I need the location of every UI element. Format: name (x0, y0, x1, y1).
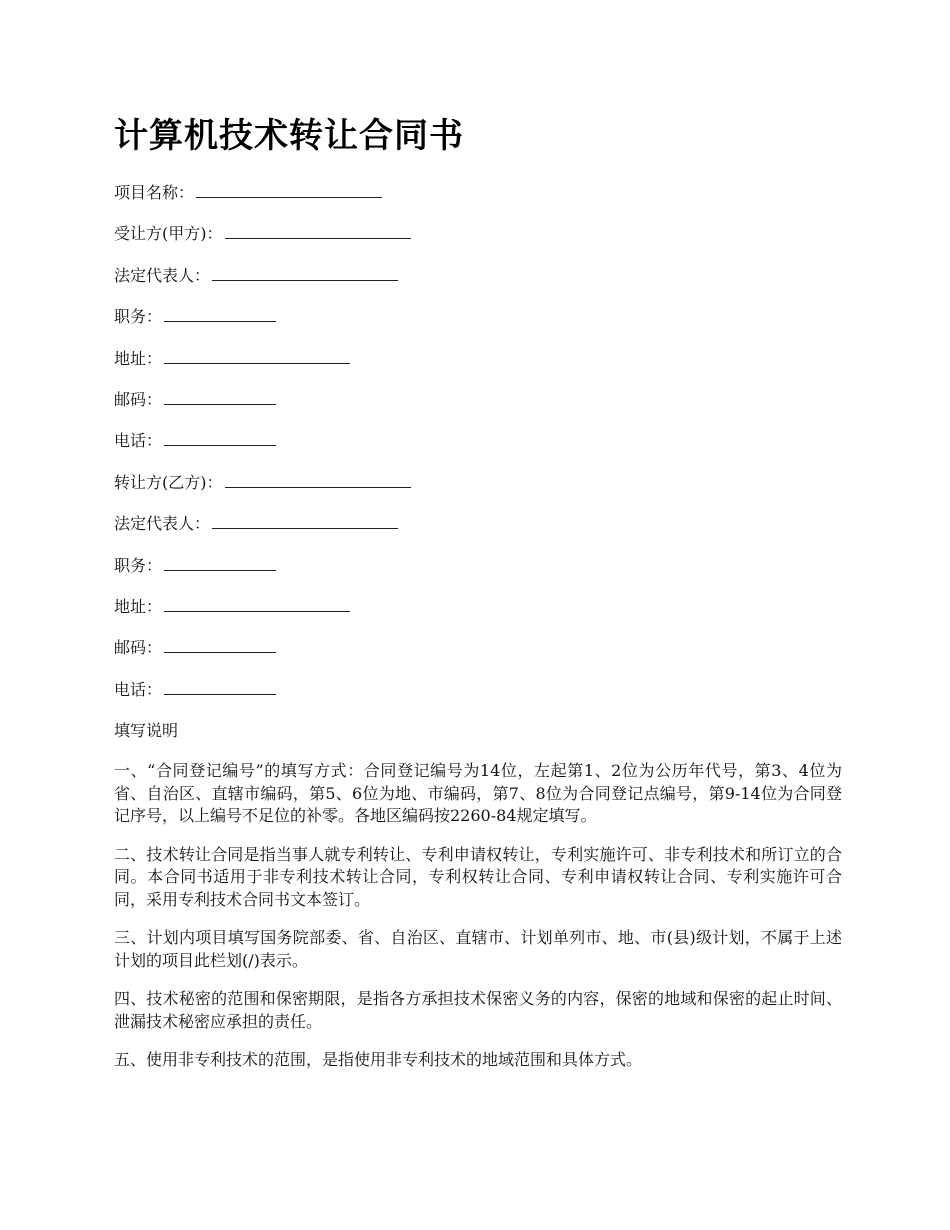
field-postcode-b (114, 637, 844, 659)
field-postcode-a (114, 389, 844, 411)
field-position-b (114, 555, 844, 577)
field-project-name (114, 182, 844, 204)
field-label: 职务： (114, 307, 163, 327)
blank-line[interactable] (164, 430, 276, 446)
blank-line[interactable] (164, 637, 276, 653)
field-legal-rep-b (114, 513, 844, 535)
instruction-paragraph: 三、计划内项目填写国务院部委、省、自治区、直辖市、计划单列市、地、市(县)级计划，不属于上述计划的项目此栏划(/)表示。 (114, 928, 842, 970)
party-fields (114, 182, 844, 701)
blank-line[interactable] (164, 348, 350, 364)
field-label: 电话： (114, 679, 163, 699)
field-label: 地址： (114, 348, 163, 368)
field-label: 电话： (114, 431, 163, 451)
field-address-a (114, 348, 844, 370)
field-label: 转让方(乙方)： (114, 472, 223, 492)
field-label: 法定代表人： (114, 265, 211, 285)
blank-line[interactable] (164, 306, 276, 322)
blank-line[interactable] (196, 182, 382, 198)
blank-line[interactable] (164, 389, 276, 405)
blank-line[interactable] (225, 223, 411, 239)
field-label: 法定代表人： (114, 514, 211, 534)
instruction-paragraph: 四、技术秘密的范围和保密期限，是指各方承担技术保密义务的内容，保密的地域和保密的起止时间、泄漏技术秘密应承担的责任。 (114, 989, 842, 1031)
field-label: 邮码： (114, 638, 163, 658)
field-label: 邮码： (114, 389, 163, 409)
instruction-paragraph: 五、使用非专利技术的范围，是指使用非专利技术的地域范围和具体方式。 (114, 1050, 643, 1070)
instruction-paragraph: 一、“合同登记编号”的填写方式：合同登记编号为14位，左起第1、2位为公历年代号，第3、4位为省、自治区、直辖市编码，第5、6位为地、市编码，第7、8位为合同登记点编号，第9-14位为合同登记序号，以上编号不足位的补零。各地区编码按2260-84规定填写。 (114, 761, 842, 826)
field-label: 受让方(甲方)： (114, 224, 223, 244)
field-label: 项目名称： (114, 183, 195, 202)
blank-line[interactable] (164, 555, 276, 571)
field-transferor (114, 472, 844, 494)
blank-line[interactable] (212, 513, 398, 529)
document-title: 计算机技术转让合同书 (114, 116, 464, 156)
blank-line[interactable] (164, 596, 350, 612)
field-transferee (114, 223, 844, 245)
blank-line[interactable] (212, 265, 398, 281)
field-phone-a (114, 430, 844, 452)
instructions-list (114, 760, 844, 1072)
field-phone-b (114, 679, 844, 701)
field-legal-rep-a (114, 265, 844, 287)
instruction-paragraph: 二、技术转让合同是指当事人就专利转让、专利申请权转让，专利实施许可、非专利技术和所订立的合同。本合同书适用于非专利技术转让合同，专利权转让合同、专利申请权转让合同、专利实施许可合同，采用专利技术合同书文本签订。 (114, 844, 842, 909)
field-label: 职务： (114, 555, 163, 575)
field-address-b (114, 596, 844, 618)
field-label: 地址： (114, 596, 163, 616)
blank-line[interactable] (225, 472, 411, 488)
instructions-heading: 填写说明 (114, 721, 179, 741)
blank-line[interactable] (164, 679, 276, 695)
document-page (114, 112, 844, 1088)
field-position-a (114, 306, 844, 328)
